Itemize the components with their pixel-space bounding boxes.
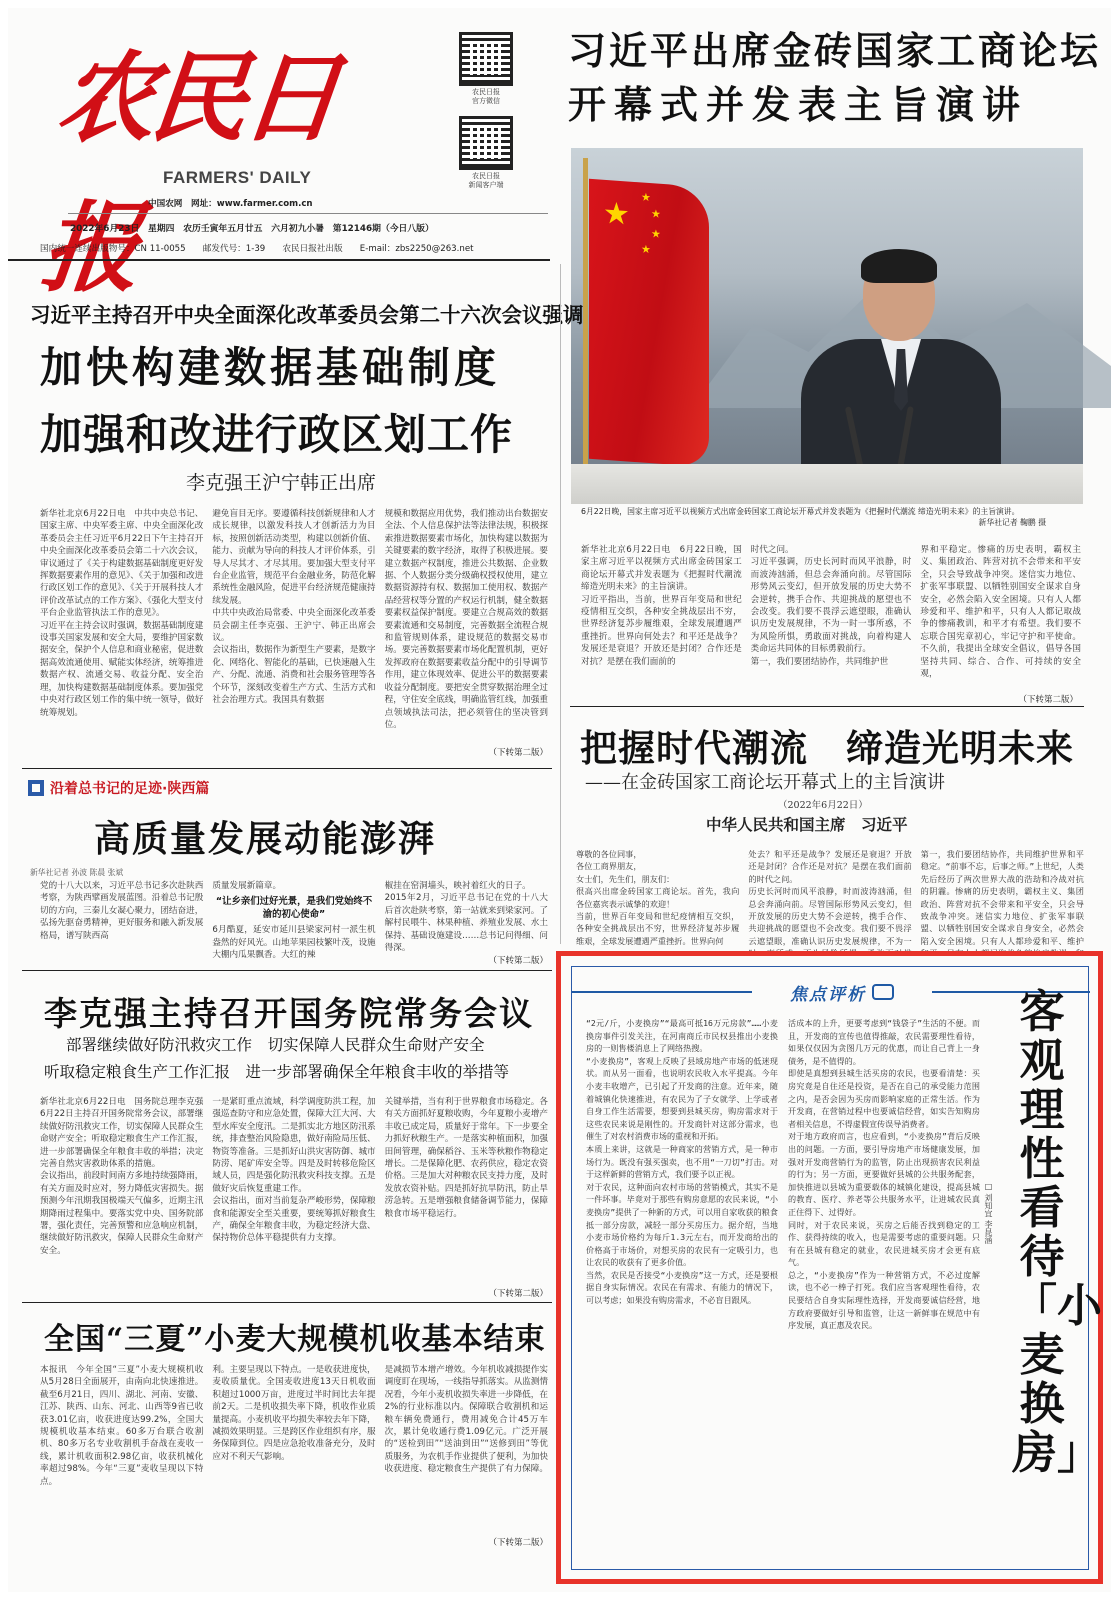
focus-author: □ 刘知宜 李昆涵 bbox=[984, 1182, 993, 1245]
shaanxi-headline[interactable]: 高质量发展动能澎湃 bbox=[94, 818, 437, 860]
wheat-harvest-headline[interactable]: 全国“三夏”小麦大规模机收基本结束 bbox=[44, 1322, 546, 1357]
state-council-article-body bbox=[40, 1096, 548, 1286]
reform-continued[interactable]: （下转第二版） bbox=[488, 748, 548, 758]
lead-headline-line1[interactable]: 习近平出席金砖国家工商论坛 bbox=[568, 28, 1102, 73]
masthead-website: 中国农网 网址：www.farmer.com.cn bbox=[148, 199, 313, 209]
lead-photo-caption bbox=[581, 506, 1076, 528]
lead-continued[interactable]: （下转第二版） bbox=[1018, 695, 1078, 705]
wheat-col-2: 利。主要呈现以下特点。一是收获进度快，麦收质量优。全国麦收进度13天日机收面积超过1000万亩，进度过半时间比去年提前2天。二是机收损失率下降，机收作业质量提高。小麦机收平均损失率较去年下降，减损效果明显。三是跨区作业组织有序，服务保障到位。四是应急抢收准备充分，及时应对不利天气影响。 bbox=[212, 1365, 376, 1462]
speech-speaker: 中华人民共和国主席 习近平 bbox=[706, 815, 908, 834]
speech-col-1: 尊敬的各位同事， 各位工商界朋友， 女士们，先生们，朋友们： 很高兴出席金砖国家工商论坛。首先，我向各位嘉宾表示诚挚的欢迎！ 当前，世界百年变局和世纪疫情相互交织，各种安全挑战层出不穷，世界经济复苏步履维艰，全球发展遭遇严重挫折。世界向何 bbox=[576, 849, 740, 946]
lead-headline-line2[interactable]: 开幕式并发表主旨演讲 bbox=[568, 82, 1029, 127]
lead-article-body bbox=[581, 544, 1081, 694]
shaanxi-pull-quote: “让乡亲们过好光景，是我们党始终不渝的初心使命” bbox=[215, 896, 373, 921]
state-council-headline[interactable]: 李克强主持召开国务院常务会议 bbox=[44, 994, 534, 1033]
wheat-harvest-article-body bbox=[40, 1364, 548, 1534]
reform-col-2: 避免盲目无序。要遵循科技创新规律和人才成长规律，以激发科技人才创新活力为目标，按照创新活动类型，构建以创新价值、能力、贡献为导向的科技人才评价体系，引导人尽其才、才尽其用。要加强大型支付平台企业监管，规范平台金融业务，防范化解系统性金融风险，促进平台经济规范健康持续发展。 中共中央政治局常委、中央全面深化改革委员会副主任李克强、王沪宁、韩正出席会议。 会议指出，数据作为新型生产要素，是数字化、网络化、智能化的基础，已快速融入生产、分配、流通、消费和社会服务管理等各个环节，深刻改变着生产方式、生活方式和社会治理方式。我国具有数据 bbox=[212, 509, 376, 706]
reform-kicker[interactable]: 习近平主持召开中央全面深化改革委员会第二十六次会议强调 bbox=[30, 303, 584, 327]
lead-col-1: 新华社北京6月22日电 6月22日晚，国家主席习近平以视频方式出席金砖国家工商论坛开幕式并发表题为《把握时代潮流 缔造光明未来》的主旨演讲。 习近平指出，当前，世界百年变局和世纪疫情相互交织，各种安全挑战层出不穷，世界经济复苏步履维艰，全球发展遭遇严重挫折。世界向何处去？和平还是战争？发展还是衰退？开放还是封闭？合作还是对抗？是摆在我们面前的 bbox=[581, 545, 742, 667]
shaanxi-col-2 bbox=[212, 880, 376, 961]
state-council-col-1: 新华社北京6月22日电 国务院总理李克强6月22日主持召开国务院常务会议，部署继续做好防汛救灾工作，切实保障人民群众生命财产安全；听取稳定粮食生产工作汇报，进一步部署确保全年粮食丰收的举措；决定完善自然灾害救助体系的措施。 会议指出，前段时间南方多地持续强降雨，有关方面及时应对，努力降低灾害损失。据预测今年汛期我国极端天气偏多，近期主汛期降雨过程集中。要落实党中央、国务院部署，强化责任，完善预警和应急响应机制，继续做好防汛救灾，保障人民群众生命财产安全。 bbox=[40, 1097, 204, 1256]
newspaper-page bbox=[8, 8, 1111, 1592]
section-tag-icon bbox=[28, 780, 44, 796]
qr-code-wechat-icon[interactable] bbox=[459, 32, 513, 86]
reform-headline-line2[interactable]: 加强和改进行政区划工作 bbox=[40, 410, 514, 459]
reform-headline-line1[interactable]: 加快构建数据基础制度 bbox=[40, 343, 501, 392]
focus-tag bbox=[752, 975, 932, 1009]
photo-credit: 新华社记者 鞠鹏 摄 bbox=[978, 518, 1046, 527]
lead-col-3: 界和平稳定。惨痛的历史表明，霸权主义、集团政治、阵营对抗不会带来和平安全，只会导致战争冲突。迷信实力地位、扩张军事联盟、以牺牲别国安全谋求自身安全，必然会陷入安全困境。只有人人都珍爱和平、维护和平，只有人人都记取战争的惨痛教训，和平才有希望。我们要不忘联合国宪章初心，牢记守护和平使命。不久前，我提出全球安全倡议，倡导各国坚持共同、综合、合作、可持续的安全观， bbox=[920, 545, 1082, 680]
shaanxi-section-tag[interactable] bbox=[28, 778, 209, 798]
speech-col-2: 处去？和平还是战争？发展还是衰退？开放还是封闭？合作还是对抗？是摆在我们面前的时代之问。 历史长河时而风平浪静，时而波涛汹涌，但总会奔涌向前。尽管国际形势风云变幻，但开放发展的历史大势不会逆转，携手合作、共迎挑战的愿望也不会改变。我们要不畏浮云遮望眼，准确认识历史发展规律，不为一 bbox=[748, 849, 912, 946]
lead-col-2: 时代之问。 习近平强调，历史长河时而风平浪静，时而波涛汹涌，但总会奔涌向前。尽管国际形势风云变幻，但开放发展的历史大势不会逆转，携手合作、共迎挑战的愿望也不会改变。我们要不畏浮云遮望眼，准确认识历史发展规律，不为一时一事所惑，不为风险所惧，勇敢面对挑战，向着构建人类命运共同体的目标勇毅前行。 第一，我们要团结协作，共同维护世 bbox=[750, 545, 912, 667]
reform-subtitle: 李克强王沪宁韩正出席 bbox=[186, 472, 377, 494]
shaanxi-section-label: 沿着总书记的足迹·陕西篇 bbox=[50, 781, 210, 797]
focus-commentary-inner bbox=[571, 966, 1103, 1570]
shaanxi-byline: 新华社记者 孙波 陈晨 张斌 bbox=[30, 868, 124, 877]
state-council-col-2: 一是紧盯重点流域，科学调度防洪工程，加强巡查防守和应急处置，保障大江大河、大型水库安全度汛。二是抓实北方地区防汛系统，排查整治风险隐患，做好南险局压低、物资等准备。三是抓好山洪灾害防御、城市防涝、尾矿库安全等。四是及时转移危险区域人员，四是强化防汛救灾科技支撑。五是做好灾后恢复重建工作。 会议指出，面对当前复杂严峻形势，保障粮食和能源安全至关重要，要统筹抓好粮食生产，确保全年粮食丰收，为稳定经济大盘、保持物价总体平稳提供有力支撑。 bbox=[212, 1097, 376, 1244]
chinese-flag-icon: ★ ★ ★ ★ ★ bbox=[589, 179, 709, 467]
lead-photo[interactable] bbox=[571, 148, 1083, 504]
speech-bubble-icon bbox=[872, 984, 894, 1000]
state-council-col-3: 关键举措，当有利于世界粮食市场稳定。各有关方面抓好夏粮收购，今年夏粮小麦增产丰收已成定局，质量好于常年。下一步要全力抓好秋粮生产。一是落实种植面积，加强田间管理，确保稻谷、玉米等秋粮作物稳定增长。二是保障化肥、农药供应，稳定农资价格。三是加大对种粮农民支持力度，及时发放农资补贴。四是抓好抗旱防汛，防止旱涝急转。五是增强粮食储备调节能力，保障粮食市场平稳运行。 bbox=[384, 1097, 548, 1219]
reform-col-1: 新华社北京6月22日电 中共中央总书记、国家主席、中央军委主席、中央全面深化改革委员会主任习近平6月22日下午主持召开中央全面深化改革委员会第二十六次会议，审议通过了《关于构建数据基础制度更好发挥数据要素作用的意见》、《关于加强和改进行政区划工作的意见》、《关于开展科技人才评价改革试点的工作方案》、《强化大型支付平台企业监管执法工作的意见》。 习近平在主持会议时强调，数据基础制度建设事关国家发展和安全大局，要维护国家数据安全，保护个人信息和商业秘密，促进数据高效流通使用、赋能实体经济，统筹推进数据产权、流通交易、收益分配、安全治理，加快构建数据基础制度体系。要加强党中央对行政区划工作的集中统一领导，做好统筹规划。 bbox=[40, 509, 204, 718]
focus-tag-label: 焦点评析 bbox=[790, 984, 866, 1005]
qr-code-app-icon[interactable] bbox=[459, 116, 513, 170]
focus-commentary-box[interactable] bbox=[556, 951, 1103, 1584]
focus-col-2: 活成本的上升，更要考虑到“钱袋子”生活的不便。而且，开发商的宣传也值得推敲，农民需要理性看待，如果仅仅因为贪图几万元的优惠，而让自己背上一身债务，是不值得的。 即使是真想到县城生活买房的农民，也要看清楚：买房究竟是自住还是投资，是否在自己的承受能力范围之内，是否会因为买房而影响家庭的正常生活。作为开发商，在营销过程中也要诚信经营，如实告知购房者相关信息，不得虚假宣传误导消费者。 对于地方政府而言，也应看到，“小麦换房”背后反映出的问题。一方面，要引导房地产市场健康发展，加强对开发商营销行为的监管，防止出现损害农民利益的行为；另一方面，更要做好县城的公共服务配套，加快推进以县城为重要载体的城镇化建设，提高县城的教育、医疗、养老等公共服务水平，让进城农民真正住得下、过得好。 同时，对于农民来说，买房之后能否找到稳定的工作、获得持续的收入，也是需要考虑的重要问题。只有在县城有稳定的就业，农民进城买房才会更有底气。 总之，“小麦换房”作为一种营销方式，不必过度解读，也不必一棒子打死。我们应当客观理性看待，农民要结合自身实际理性选择，开发商要诚信经营，地方政府要做好引导和监管，让这一新鲜事在规范中有序发展，真正惠及农民。 bbox=[788, 1018, 980, 1331]
wheat-col-3: 是减损节本增产增效。今年机收减损提作实调度盯在现场，一线指导抓落实。从监测情况看，今年小麦机收损失率进一步降低，在2%的行业标准以内。保障联合收割机和运粮车辆免费通行，费用减免合计45万车次，累计免收通行费1.09亿元。广泛开展的“送检到田”“送油到田”“送修到田”等优质服务，为农机手作业提供了便利，为加快收获进度、稳定粮食生产提供了有力保障。 bbox=[384, 1365, 548, 1475]
shaanxi-col-3: 椒挂在窑洞墙头，映衬着红火的日子。 2015年2月，习近平总书记在党的十八大后首次赴陕考察，第一站就来到梁家河。了解村民喂牛、林果种植、养殖业发展、水土保持、基础设施建设……总书记问得细、问得深。 bbox=[384, 881, 548, 954]
masthead-logo[interactable]: 农民日报 bbox=[36, 41, 341, 306]
wheat-col-1: 本报讯 今年全国“三夏”小麦大规模机收从5月28日全面展开，由南向北快速推进。截至6月21日，四川、湖北、河南、安徽、江苏、陕西、山东、河北、山西等9省已收获3.01亿亩，收获进度达99.2%，全国大规模机收基本结束。60多万台联合收割机、80多万名专业收割机手奋战在麦收一线，累计机收面积2.98亿亩，收获机械化率超过98%。今年“三夏”麦收呈现以下特点。 bbox=[40, 1365, 204, 1487]
qr-label-wechat: 农民日报 官方微信 bbox=[472, 88, 500, 105]
masthead-date-line: 2022年6月23日 星期四 农历壬寅年五月廿五 六月初九小暑 第12146期（今日八版） bbox=[70, 224, 434, 234]
masthead-publication-line: 国内统一连续出版物号：CN 11-0055 邮发代号：1-39 农民日报社出版 E-mail：zbs2250@263.net bbox=[40, 244, 474, 254]
speech-subtitle: ——在金砖国家工商论坛开幕式上的主旨演讲 bbox=[585, 772, 945, 793]
focus-col-1: “2元/斤，小麦换房”“最高可抵16万元房款”……小麦换房事件引发关注，在河南商丘市民权县推出小麦换房的一则售楼消息上了网络热搜。 “小麦换房”，客观上反映了县域房地产市场的低迷现状。而从另一面看，也说明农民收入水平提高。今年小麦丰收增产，已引起了开发商的注意。近年来，随着城镇化快速推进，有农民为了子女就学、上学或者自身工作生活需要，想要到县城买房，购房需求对于这些农民来说是刚性的。开发商针对这部分需求，也催生了对农村消费市场的重视和开拓。 本质上来讲，这就是一种商家的营销方式，是一种市场行为。既没有强买强卖，也不用“一刀切”打击。对于这样新鲜的营销方式，我们要予以正视。 对于农民，这种面向农村市场的营销模式，其实不是一件坏事。毕竟对于那些有购房意愿的农民来说，“小麦换房”提供了一种新的方式，可以用自家收获的粮食抵一部分房款，减轻一部分买房压力。据介绍，当地小麦市场价格约为每斤1.3元左右，而开发商给出的价格高于市场价，对想买房的农民有一定吸引力，也让农民的收获有了更多价值。 当然，农民是否接受“小麦换房”这一方式，还是要根据自身实际情况。农民在有需求、有能力的情况下，可以考虑；如果没有购房需求，不必盲目跟风。 bbox=[586, 1018, 778, 1306]
speech-date: （2022年6月22日） bbox=[778, 800, 868, 811]
shaanxi-col-2-head: 质量发展新篇章。 bbox=[212, 881, 282, 891]
state-council-continued[interactable]: （下转第二版） bbox=[488, 1289, 548, 1299]
state-council-subtitle-2: 听取稳定粮食生产工作汇报 进一步部署确保全年粮食丰收的举措等 bbox=[44, 1063, 510, 1081]
photo-caption-text: 6月22日晚，国家主席习近平以视频方式出席金砖国家工商论坛开幕式并发表题为《把握时代潮流 缔造光明未来》的主旨演讲。 bbox=[581, 507, 1020, 516]
speech-col-3: 第一，我们要团结协作，共同维护世界和平稳定。“前事不忘，后事之师。”上世纪，人类先后经历了两次世界大战的浩劫和冷战对抗的阴霾。惨痛的历史表明，霸权主义、集团政治、阵营对抗不会带来和平安全，只会导致战争冲突。迷信实力地位、扩张军事联盟、以牺牲别国安全谋求自身安全，必然会陷入安全困境。只有人人都珍爱和平、维护 bbox=[920, 849, 1084, 946]
focus-headline[interactable]: 客观理性看待「小麦换房」 bbox=[1012, 985, 1103, 1479]
qr-label-app: 农民日报 新闻客户端 bbox=[468, 172, 504, 189]
reform-col-3: 规模和数据应用优势，我们推动出台数据安全法、个人信息保护法等法律法规，积极探索推进数据要素市场化，加快构建以数据为关键要素的数字经济，取得了积极进展。要建立数据产权制度，推进公共数据、企业数据、个人数据分类分级确权授权使用，建立数据资源持有权、数据加工使用权、数据产品经营权等分置的产权运行机制，健全数据要素权益保护制度。要建立合规高效的数据要素流通和交易制度，完善数据全流程合规和监管规则体系，建设规范的数据交易市场。要完善数据要素市场化配置机制，更好发挥政府在数据要素收益分配中的引导调节作用，建立体现效率、促进公平的数据要素收益分配制度。要把安全贯穿数据治理全过程，守住安全底线，明确监管红线，加强重点领域执法司法，把必须管住的坚决管到位。 bbox=[384, 509, 548, 730]
shaanxi-col-1: 党的十八大以来，习近平总书记多次赴陕西考察，为陕西擘画发展蓝图。沿着总书记殷切的方向，三秦儿女凝心聚力，团结奋进，弘扬先驱奋勇精神，更好服务和融入新发展格局，谱写陕西高 bbox=[40, 881, 204, 941]
wheat-harvest-continued[interactable]: （下转第二版） bbox=[488, 1538, 548, 1548]
speech-headline[interactable]: 把握时代潮流 缔造光明未来 bbox=[580, 726, 1074, 770]
speech-body bbox=[576, 848, 1084, 946]
reform-article-body bbox=[40, 508, 548, 743]
masthead-logo-english: FARMERS' DAILY bbox=[163, 168, 312, 187]
state-council-subtitle-1: 部署继续做好防汛救灾工作 切实保障人民群众生命财产安全 bbox=[66, 1036, 485, 1054]
shaanxi-col-2-text: 6月酷夏，延安市延川县梁家河村一派生机盎然的好风光。山地苹果园枝繁叶茂，设施大棚内瓜果飘香。大红的辣 bbox=[212, 925, 376, 961]
shaanxi-continued[interactable]: （下转第二版） bbox=[488, 956, 548, 966]
